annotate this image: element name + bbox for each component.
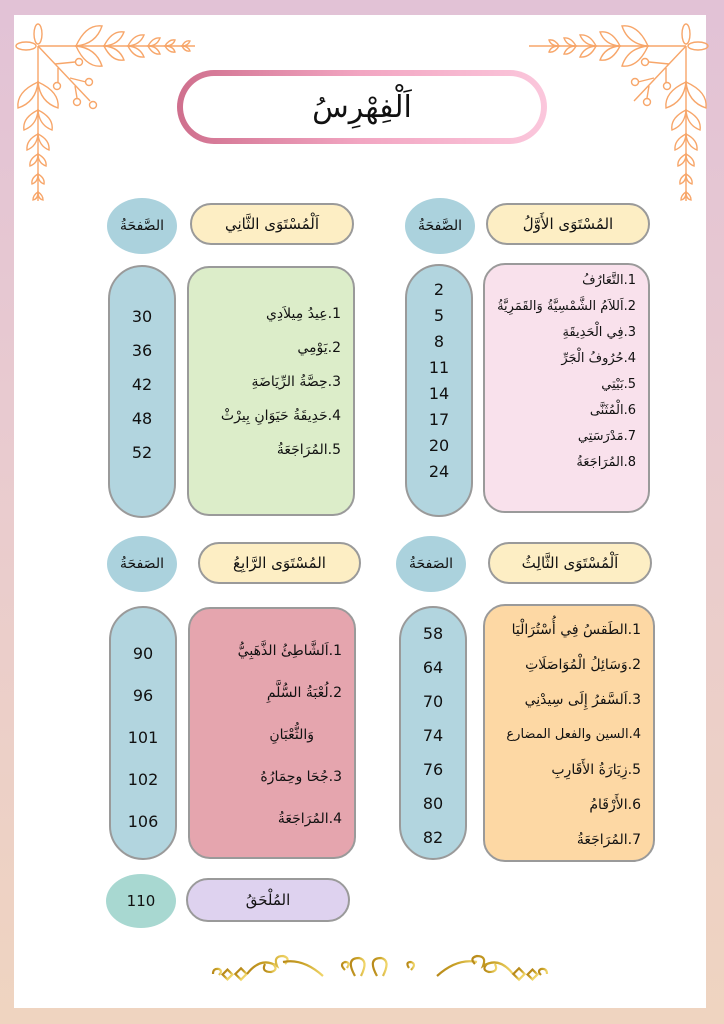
page-number: 90	[132, 644, 154, 663]
page-number: 42	[131, 375, 153, 394]
page-number: 74	[422, 726, 444, 745]
level-4-heading: المُسْتَوَى الرَّابِعُ	[198, 542, 361, 584]
list-item[interactable]: 4.المُرَاجَعَةُ	[277, 811, 342, 827]
level-2-page-numbers	[108, 265, 176, 518]
list-item[interactable]: 2.اَللاَمُ الشَّمْسِيَّةُ وَالقَمَرِيَّةُ	[497, 299, 636, 314]
list-item[interactable]: 4.حَدِيقَةُ حَيَوَانِ بِيرْثْ	[220, 408, 341, 424]
list-item-continuation[interactable]: وَالثُّعْبَانِ	[269, 727, 314, 743]
gold-scroll-divider-icon	[205, 950, 555, 990]
page-number: 14	[428, 384, 450, 403]
page-number: 52	[131, 443, 153, 462]
list-item[interactable]: 6.الْمُثَنَّى	[589, 403, 636, 418]
level-4-page-header: الصَفحَةُ	[107, 536, 177, 592]
level-4-page-numbers	[109, 606, 177, 860]
floral-corner-ornament-right-icon	[524, 26, 704, 206]
page-number: 80	[422, 794, 444, 813]
level-1-lessons-list	[483, 263, 650, 513]
page-number: 36	[131, 341, 153, 360]
page-number: 106	[127, 812, 159, 831]
page-number: 30	[131, 307, 153, 326]
page-number: 70	[422, 692, 444, 711]
list-item[interactable]: 4.حُرُوفُ الْجَرِّ	[561, 351, 636, 366]
list-item[interactable]: 3.اَلسَّفرُ إِلَى سِيدْنِي	[524, 692, 641, 708]
list-item[interactable]: 3.جُحَا وحِمَارُهُ	[260, 769, 342, 785]
level-2-heading: اَلْمُسْتَوَى الثَّانِي	[190, 203, 354, 245]
list-item[interactable]: 2.وَسَائِلُ الْمُوَاصَلَاتِ	[525, 657, 641, 673]
list-item[interactable]: 1.اَلشَّاطِئُ الذَّهَبِيُّ	[237, 643, 342, 659]
page-number: 76	[422, 760, 444, 779]
list-item[interactable]: 7.مَدْرَسَتِي	[577, 429, 636, 444]
level-1-heading: المُسْتَوَى الأَوَّلُ	[486, 203, 650, 245]
list-item[interactable]: 6.الأَرْقَامُ	[589, 797, 641, 813]
page-number: 82	[422, 828, 444, 847]
list-item[interactable]: 1.التَّعَارُفُ	[582, 273, 636, 288]
level-3-heading: اَلْمُسْتَوَى الثَّالِثُ	[488, 542, 652, 584]
level-2-page-header: الصَّفحَةُ	[107, 198, 177, 254]
page-number: 11	[428, 358, 450, 377]
level-3-lessons-list	[483, 604, 655, 862]
title-banner	[177, 70, 547, 144]
list-item[interactable]: 3.فِي الْحَدِيقَةِ	[562, 325, 636, 340]
page-number: 2	[433, 280, 445, 299]
page-number: 64	[422, 658, 444, 677]
page-number: 17	[428, 410, 450, 429]
page-number: 102	[127, 770, 159, 789]
appendix-page-number: 110	[106, 874, 176, 928]
level-1-page-numbers	[405, 264, 473, 517]
level-4-lessons-list	[188, 607, 356, 859]
level-3-page-numbers	[399, 606, 467, 860]
list-item[interactable]: 2.يَوْمِي	[297, 340, 341, 356]
list-item[interactable]: 1.الطَقسُ فِي أُسْتُرَالْيَا	[511, 622, 641, 638]
page-number: 58	[422, 624, 444, 643]
list-item[interactable]: 3.حِصَّةُ الرِّيَاضَةِ	[251, 374, 341, 390]
list-item[interactable]: 8.المُرَاجَعَةُ	[576, 455, 636, 470]
page-number: 8	[433, 332, 445, 351]
page-number: 101	[127, 728, 159, 747]
list-item[interactable]: 4.السين والفعل المضارع	[506, 727, 641, 742]
level-1-page-header: الصَّفحَةُ	[405, 198, 475, 254]
page-number: 20	[428, 436, 450, 455]
appendix-entry[interactable]: المُلْحَقُ	[186, 878, 350, 922]
level-3-page-header: الصَفحَةُ	[396, 536, 466, 592]
floral-corner-ornament-left-icon	[20, 26, 200, 206]
list-item[interactable]: 2.لُعْبَةُ السُّلَّمِ	[266, 685, 342, 701]
page-number: 48	[131, 409, 153, 428]
list-item[interactable]: 5.بَيْتِي	[601, 377, 636, 392]
page-number: 24	[428, 462, 450, 481]
page-title: اَلْفِهْرِسُ	[183, 76, 541, 138]
list-item[interactable]: 5.المُرَاجَعَةُ	[276, 442, 341, 458]
level-2-lessons-list	[187, 266, 355, 516]
page-number: 5	[433, 306, 445, 325]
list-item[interactable]: 1.عِيدُ مِيلاَدِي	[265, 306, 341, 322]
list-item[interactable]: 5.زِيَارَةُ الأَقَارِبِ	[551, 762, 641, 778]
page-number: 96	[132, 686, 154, 705]
list-item[interactable]: 7.المُرَاجَعَةُ	[576, 832, 641, 848]
